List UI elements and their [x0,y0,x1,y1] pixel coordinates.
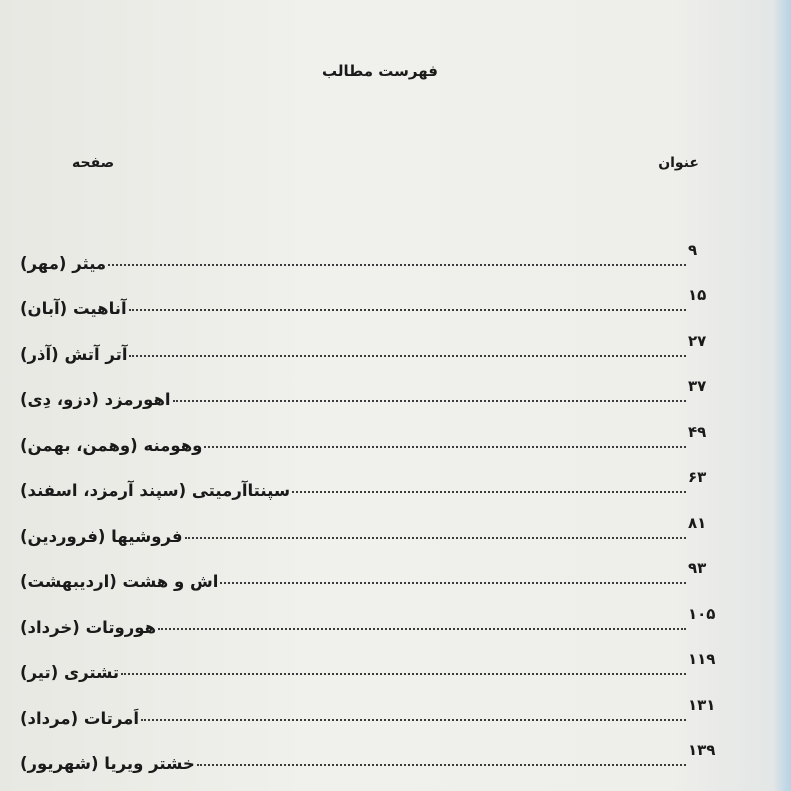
toc-entry-page: ۱۳۹ [688,741,716,759]
toc-entry-page: ۸۱ [688,513,707,532]
toc-entry-title: خشتر ویریا (شهریور) [20,754,195,773]
toc-entry-title: آناهیت (آبان) [20,299,127,318]
toc-entry [18,685,748,731]
column-header-page: صفحه [72,155,115,171]
dot-leader [292,490,686,493]
toc-entry-page: ۹ [688,240,698,259]
toc-entry-page: ۱۳۱ [688,695,716,714]
toc-entry-page: ۹۳ [688,559,707,577]
toc-entry [18,367,748,413]
dot-leader [158,627,686,630]
page-title: فهرست مطالب [322,62,438,80]
toc-entry [18,731,748,777]
dot-leader [185,536,686,539]
toc-entry [18,230,748,276]
dot-leader [129,308,686,311]
toc-entry-title: سپنتاآرمیتی (سپند آرمزد، اسفند) [20,481,291,500]
toc-entry [18,321,748,367]
page-edge [773,0,791,791]
toc-entry [18,594,748,640]
toc-entry-title: فروشیها (فروردین) [20,526,183,546]
toc-entry-title: تشتری (تیر) [20,663,120,682]
toc-entry-page: ۶۳ [688,468,707,486]
toc-entry-page: ۴۹ [688,422,707,441]
toc-entry [18,276,748,322]
table-of-contents [18,230,748,776]
dot-leader [129,354,686,357]
toc-entry [18,640,748,686]
column-header-title: عنوان [658,155,699,171]
dot-leader [220,581,686,584]
toc-entry [18,412,748,458]
toc-entry-page: ۱۱۹ [688,650,716,668]
dot-leader [197,763,686,766]
dot-leader [173,399,686,402]
toc-entry-title: وهومنه (وهمن، بهمن) [20,435,203,455]
toc-entry-title: اهورمزد (دزو، دِی) [20,390,171,409]
toc-entry [18,458,748,504]
toc-entry-title: هوروتات (خرداد) [20,617,157,637]
toc-entry-title: آتر آتش (آذر) [20,344,128,364]
toc-entry-page: ۲۷ [688,331,707,350]
toc-entry [18,503,748,549]
dot-leader [108,263,686,266]
toc-entry-title: اش و هشت (اردیبهشت) [20,572,219,591]
toc-entry-title: میثر (مهر) [20,253,107,273]
dot-leader [204,445,686,448]
toc-entry-page: ۱۵ [688,286,707,304]
toc-entry-page: ۱۰۵ [688,604,716,623]
dot-leader [141,718,686,721]
toc-entry-title: اَمرتات (مرداد) [20,708,140,728]
dot-leader [121,672,686,675]
toc-entry [18,549,748,595]
toc-entry-page: ۳۷ [688,377,707,395]
